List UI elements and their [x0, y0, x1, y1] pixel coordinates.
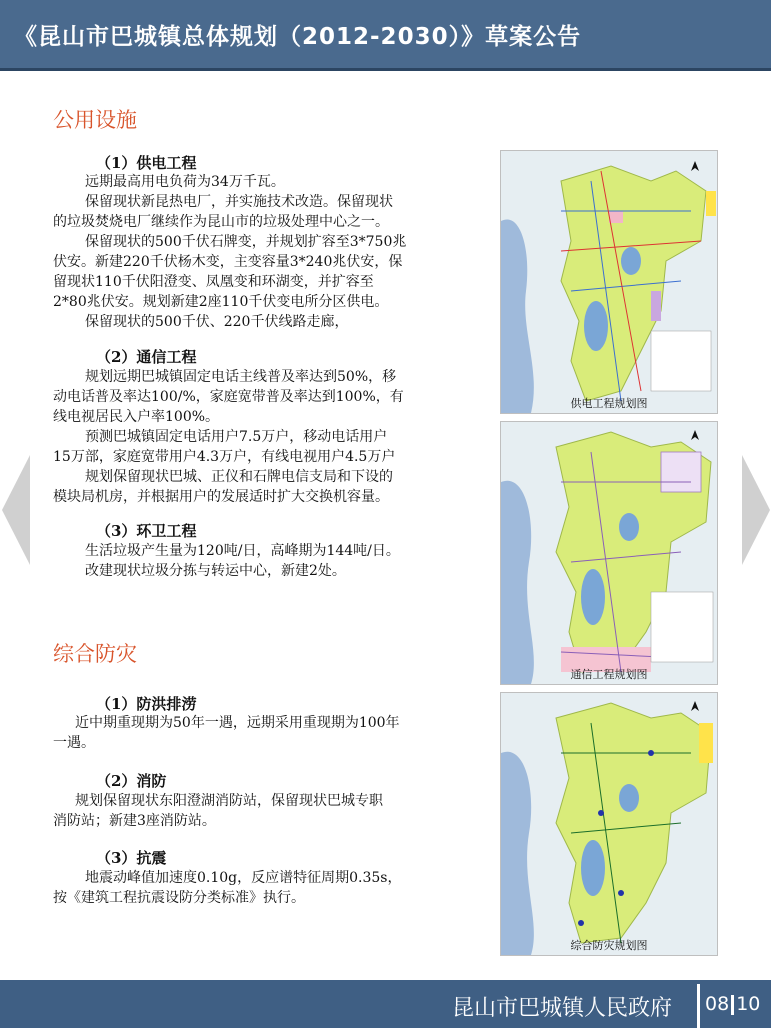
paragraph-line: 的垃圾焚烧电厂继续作为昆山市的垃圾处理中心之一。	[53, 214, 389, 230]
disaster-prevention-plan-map	[500, 692, 718, 956]
paragraph-line: 生活垃圾产生量为120吨/日，高峰期为144吨/日。	[85, 543, 400, 559]
paragraph-line: 一遇。	[53, 735, 95, 751]
section-title-disaster-prevention: 综合防灾	[53, 642, 137, 666]
map-caption: 通信工程规划图	[570, 668, 648, 681]
current-page: 08	[705, 993, 730, 1015]
paragraph-line: 远期最高用电负荷为34万千瓦。	[85, 174, 285, 190]
paragraph-line: 近中期重现期为50年一遇，远期采用重现期为100年	[75, 715, 400, 731]
paragraph-line: 留现状110千伏阳澄变、凤凰变和环湖变，并扩容至	[53, 274, 374, 290]
map-caption: 综合防灾规划图	[570, 939, 648, 952]
map-caption: 供电工程规划图	[570, 397, 648, 410]
paragraph-line: 保留现状新昆热电厂，并实施技术改造。保留现状	[85, 194, 393, 210]
paragraph-line: 规划保留现状巴城、正仪和石牌电信支局和下设的	[85, 469, 393, 485]
paragraph-line: 规划保留现状东阳澄湖消防站，保留现状巴城专职	[75, 793, 383, 809]
subsection-heading: （2）消防	[96, 772, 167, 790]
map-illustration	[501, 693, 717, 955]
paragraph-line: 改建现状垃圾分拣与转运中心，新建2处。	[85, 563, 346, 579]
subsection-heading: （2）通信工程	[96, 348, 197, 366]
next-page-arrow-icon[interactable]	[742, 455, 770, 565]
paragraph-line: 保留现状的500千伏、220千伏线路走廊，	[85, 314, 349, 330]
paragraph-line: 2*80兆伏安。规划新建2座110千伏变电所分区供电。	[53, 294, 389, 310]
section-title-utilities: 公用设施	[53, 108, 137, 132]
paragraph-line: 15万部，家庭宽带用户4.3万户，有线电视用户4.5万户	[53, 449, 396, 465]
power-supply-plan-map	[500, 150, 718, 414]
total-pages: 10	[736, 993, 761, 1015]
paragraph-line: 线电视居民入户率100%。	[53, 409, 220, 425]
subsection-heading: （3）抗震	[96, 849, 167, 867]
subsection-heading: （1）防洪排涝	[96, 695, 197, 713]
paragraph-line: 动电话普及率达100/%，家庭宽带普及率达到100%，有	[53, 389, 404, 405]
paragraph-line: 规划远期巴城镇固定电话主线普及率达到50%，移	[85, 369, 397, 385]
page-title: 《昆山市巴城镇总体规划（2012-2030）》草案公告	[14, 24, 582, 50]
paragraph-line: 预测巴城镇固定电话用户7.5万户，移动电话用户	[85, 429, 388, 445]
paragraph-line: 按《建筑工程抗震设防分类标准》执行。	[53, 890, 305, 906]
paragraph-line: 伏安。新建220千伏杨木变，主变容量3*240兆伏安，保	[53, 254, 403, 270]
map-illustration	[501, 422, 717, 684]
map-illustration	[501, 151, 717, 413]
telecom-plan-map	[500, 421, 718, 685]
page-number	[705, 993, 760, 1015]
subsection-heading: （1）供电工程	[96, 154, 197, 172]
paragraph-line: 地震动峰值加速度0.10g，反应谱特征周期0.35s，	[85, 870, 402, 886]
subsection-heading: （3）环卫工程	[96, 522, 197, 540]
footer-organization: 昆山市巴城镇人民政府	[452, 996, 673, 1021]
paragraph-line: 模块局机房，并根据用户的发展适时扩大交换机容量。	[53, 489, 389, 505]
paragraph-line: 保留现状的500千伏石牌变，并规划扩容至3*750兆	[85, 234, 407, 250]
footer-divider	[697, 984, 700, 1028]
prev-page-arrow-icon[interactable]	[2, 455, 30, 565]
paragraph-line: 消防站；新建3座消防站。	[53, 813, 216, 829]
